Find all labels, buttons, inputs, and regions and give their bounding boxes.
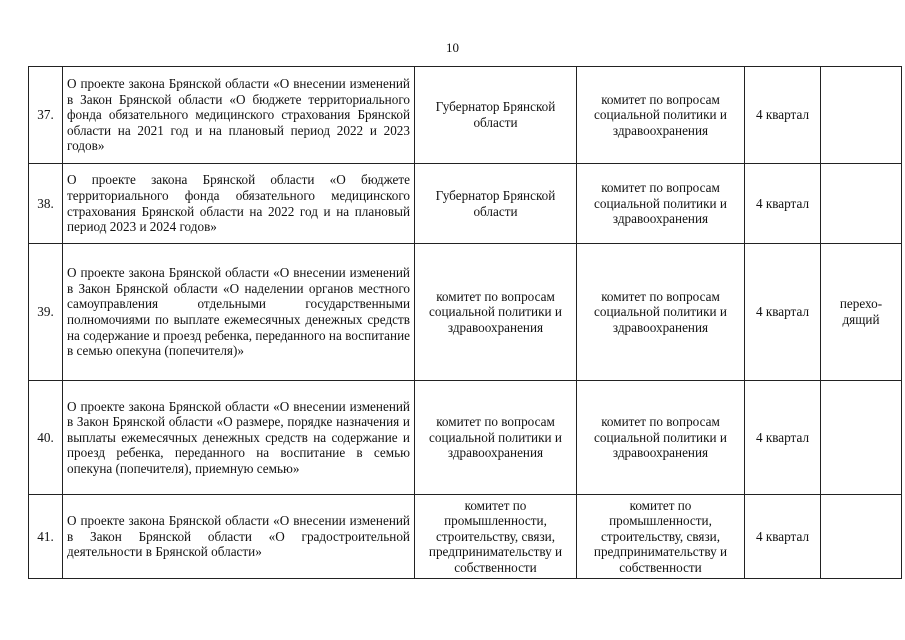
responsible-committee: комитет по вопросам социальной политики и здравоохранения (577, 67, 745, 164)
table-row (29, 381, 902, 495)
responsible-party: комитет по вопросам социальной политики и здравоохранения (415, 244, 577, 381)
note (821, 67, 902, 164)
term-quarter: 4 квартал (745, 244, 821, 381)
note (821, 381, 902, 495)
note: перехо-дящий (821, 244, 902, 381)
table-row (29, 67, 902, 164)
row-number: 38. (29, 164, 63, 244)
responsible-committee: комитет по вопросам социальной политики и здравоохранения (577, 164, 745, 244)
responsible-committee: комитет по промышленности, строительству, связи, предпринимательству и собственности (577, 495, 745, 579)
note (821, 495, 902, 579)
table-row (29, 244, 902, 381)
table-row (29, 164, 902, 244)
bill-title: О проекте закона Брянской области «О внесении изменений в Закон Брянской области «О наделении органов местного самоуправления отдельными государственными полномочиями по выплате ежемесячных денежных средств на содержание и проезд ребенка, переданного на воспитание в семью опекуна (попечителя)» (63, 244, 415, 381)
legislative-plan-table (28, 66, 902, 579)
table-row (29, 495, 902, 579)
bill-title: О проекте закона Брянской области «О внесении изменений в Закон Брянской области «О размере, порядке назначения и выплаты ежемесячных денежных средств на содержание и проезд ребенка, переданного на воспитание в семью опекуна (попечителя), приемную семью» (63, 381, 415, 495)
row-number: 41. (29, 495, 63, 579)
responsible-committee: комитет по вопросам социальной политики и здравоохранения (577, 381, 745, 495)
responsible-party: комитет по вопросам социальной политики и здравоохранения (415, 381, 577, 495)
term-quarter: 4 квартал (745, 381, 821, 495)
row-number: 40. (29, 381, 63, 495)
bill-title: О проекте закона Брянской области «О бюджете территориального фонда обязательного медицинского страхования Брянской области на 2022 год и на плановый период 2023 и 2024 годов» (63, 164, 415, 244)
term-quarter: 4 квартал (745, 67, 821, 164)
row-number: 37. (29, 67, 63, 164)
responsible-party: комитет по промышленности, строительству, связи, предпринимательству и собственности (415, 495, 577, 579)
bill-title: О проекте закона Брянской области «О внесении изменений в Закон Брянской области «О градостроительной деятельности в Брянской области» (63, 495, 415, 579)
note (821, 164, 902, 244)
row-number: 39. (29, 244, 63, 381)
responsible-committee: комитет по вопросам социальной политики и здравоохранения (577, 244, 745, 381)
responsible-party: Губернатор Брянской области (415, 67, 577, 164)
page-number: 10 (446, 40, 459, 55)
responsible-party: Губернатор Брянской области (415, 164, 577, 244)
term-quarter: 4 квартал (745, 495, 821, 579)
term-quarter: 4 квартал (745, 164, 821, 244)
bill-title: О проекте закона Брянской области «О внесении изменений в Закон Брянской области «О бюджете территориального фонда обязательного медицинского страхования Брянской области на 2021 год и на плановый период 2022 и 2023 годов» (63, 67, 415, 164)
